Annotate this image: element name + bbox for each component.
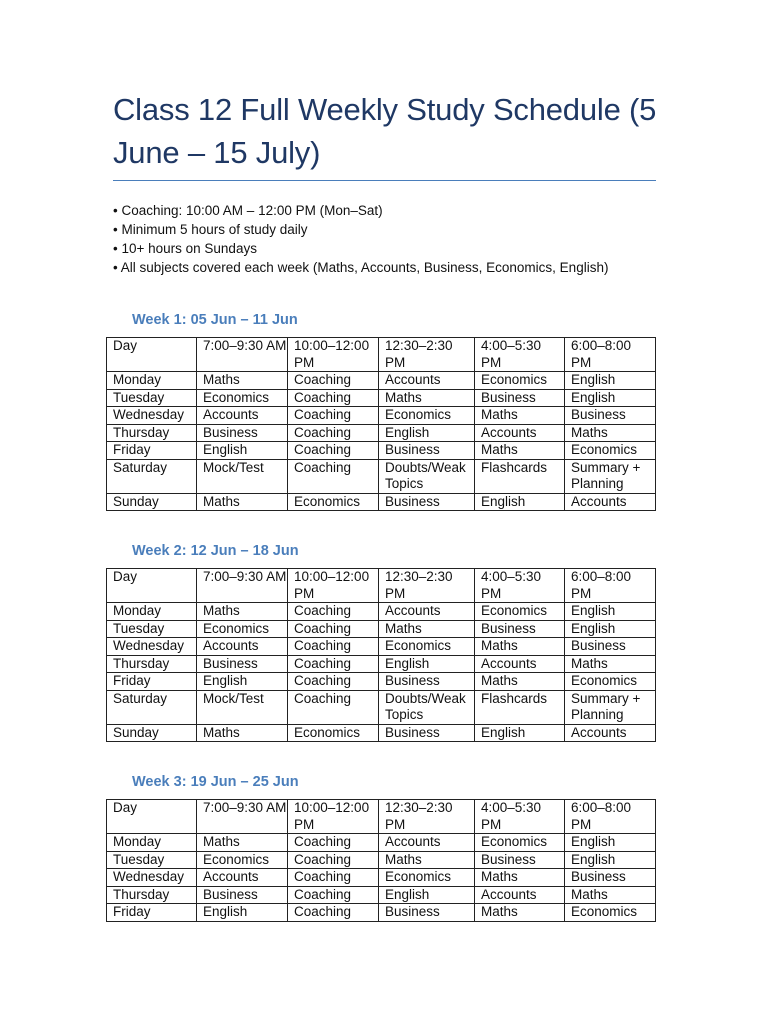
- table-cell: 4:00–5:30 PM: [475, 800, 565, 834]
- table-cell: Coaching: [288, 424, 379, 442]
- table-cell: Maths: [379, 620, 475, 638]
- table-cell: Business: [565, 869, 656, 887]
- table-cell: English: [565, 834, 656, 852]
- table-cell: Summary + Planning: [565, 690, 656, 724]
- table-cell: Maths: [379, 851, 475, 869]
- table-cell: Coaching: [288, 459, 379, 493]
- table-row: [107, 459, 656, 493]
- table-cell: Business: [379, 442, 475, 460]
- table-row: [107, 638, 656, 656]
- table-cell: Coaching: [288, 904, 379, 922]
- table-row: [107, 904, 656, 922]
- day-cell: Friday: [107, 442, 197, 460]
- table-cell: Economics: [197, 620, 288, 638]
- table-row: [107, 389, 656, 407]
- day-cell: Day: [107, 800, 197, 834]
- table-cell: Flashcards: [475, 690, 565, 724]
- table-cell: Maths: [197, 724, 288, 742]
- table-row: [107, 886, 656, 904]
- table-cell: Maths: [197, 834, 288, 852]
- table-cell: Business: [379, 904, 475, 922]
- table-cell: Coaching: [288, 603, 379, 621]
- table-cell: Flashcards: [475, 459, 565, 493]
- table-cell: English: [197, 442, 288, 460]
- table-cell: Business: [379, 493, 475, 511]
- note-item: • Minimum 5 hours of study daily: [113, 222, 308, 237]
- table-row: [107, 851, 656, 869]
- table-header-row: [107, 569, 656, 603]
- day-cell: Tuesday: [107, 389, 197, 407]
- schedule-table: [106, 337, 656, 511]
- table-cell: Business: [379, 673, 475, 691]
- table-cell: 10:00–12:00 PM: [288, 338, 379, 372]
- table-row: [107, 493, 656, 511]
- table-cell: English: [475, 493, 565, 511]
- table-cell: Coaching: [288, 690, 379, 724]
- table-cell: 10:00–12:00 PM: [288, 569, 379, 603]
- table-cell: Business: [565, 638, 656, 656]
- table-cell: Business: [197, 655, 288, 673]
- table-cell: Economics: [379, 869, 475, 887]
- table-cell: Coaching: [288, 620, 379, 638]
- table-cell: 4:00–5:30 PM: [475, 569, 565, 603]
- table-cell: 12:30–2:30 PM: [379, 338, 475, 372]
- table-cell: Accounts: [475, 886, 565, 904]
- day-cell: Wednesday: [107, 638, 197, 656]
- day-cell: Monday: [107, 603, 197, 621]
- table-row: [107, 673, 656, 691]
- table-cell: Accounts: [565, 493, 656, 511]
- day-cell: Sunday: [107, 493, 197, 511]
- table-cell: 6:00–8:00 PM: [565, 800, 656, 834]
- table-row: [107, 372, 656, 390]
- table-cell: 7:00–9:30 AM: [197, 338, 288, 372]
- table-cell: Maths: [197, 372, 288, 390]
- table-cell: 6:00–8:00 PM: [565, 338, 656, 372]
- schedule-table: [106, 568, 656, 742]
- table-cell: Economics: [565, 442, 656, 460]
- table-cell: Accounts: [379, 372, 475, 390]
- table-cell: English: [379, 424, 475, 442]
- table-cell: Accounts: [475, 424, 565, 442]
- table-cell: Accounts: [197, 407, 288, 425]
- table-cell: 6:00–8:00 PM: [565, 569, 656, 603]
- table-cell: Maths: [475, 904, 565, 922]
- table-cell: Economics: [288, 493, 379, 511]
- table-cell: Economics: [197, 851, 288, 869]
- table-cell: Maths: [475, 673, 565, 691]
- table-cell: Accounts: [379, 834, 475, 852]
- table-cell: 12:30–2:30 PM: [379, 569, 475, 603]
- table-cell: Maths: [475, 442, 565, 460]
- table-cell: 4:00–5:30 PM: [475, 338, 565, 372]
- table-cell: Maths: [197, 493, 288, 511]
- table-cell: Business: [475, 389, 565, 407]
- table-cell: Coaching: [288, 886, 379, 904]
- day-cell: Saturday: [107, 459, 197, 493]
- table-cell: Economics: [288, 724, 379, 742]
- table-cell: Economics: [475, 372, 565, 390]
- title-divider: [113, 180, 656, 181]
- table-cell: English: [379, 886, 475, 904]
- table-cell: Economics: [379, 638, 475, 656]
- note-item: • Coaching: 10:00 AM – 12:00 PM (Mon–Sat): [113, 203, 383, 218]
- note-item: • All subjects covered each week (Maths, Accounts, Business, Economics, English): [113, 260, 609, 275]
- table-row: [107, 690, 656, 724]
- table-cell: Coaching: [288, 869, 379, 887]
- table-cell: Coaching: [288, 673, 379, 691]
- table-cell: Business: [565, 407, 656, 425]
- table-row: [107, 655, 656, 673]
- day-cell: Friday: [107, 673, 197, 691]
- table-cell: Maths: [475, 407, 565, 425]
- table-cell: Accounts: [475, 655, 565, 673]
- table-cell: English: [565, 372, 656, 390]
- table-cell: Accounts: [197, 869, 288, 887]
- table-cell: Business: [379, 724, 475, 742]
- table-cell: Coaching: [288, 442, 379, 460]
- day-cell: Wednesday: [107, 869, 197, 887]
- table-cell: Mock/Test: [197, 690, 288, 724]
- table-cell: Business: [197, 886, 288, 904]
- table-cell: Economics: [565, 673, 656, 691]
- table-cell: Mock/Test: [197, 459, 288, 493]
- day-cell: Tuesday: [107, 620, 197, 638]
- table-cell: Business: [197, 424, 288, 442]
- table-cell: Summary + Planning: [565, 459, 656, 493]
- table-cell: Maths: [379, 389, 475, 407]
- table-row: [107, 442, 656, 460]
- table-header-row: [107, 338, 656, 372]
- table-row: [107, 620, 656, 638]
- week-heading: Week 1: 05 Jun – 11 Jun: [132, 312, 298, 328]
- table-cell: Doubts/Weak Topics: [379, 690, 475, 724]
- table-cell: English: [565, 389, 656, 407]
- day-cell: Thursday: [107, 886, 197, 904]
- table-cell: 7:00–9:30 AM: [197, 569, 288, 603]
- week-heading: Week 2: 12 Jun – 18 Jun: [132, 543, 299, 559]
- table-row: [107, 424, 656, 442]
- table-cell: English: [197, 904, 288, 922]
- day-cell: Day: [107, 338, 197, 372]
- table-cell: Maths: [565, 424, 656, 442]
- day-cell: Wednesday: [107, 407, 197, 425]
- table-cell: Accounts: [565, 724, 656, 742]
- table-row: [107, 603, 656, 621]
- table-cell: Accounts: [379, 603, 475, 621]
- table-cell: Coaching: [288, 389, 379, 407]
- table-cell: Doubts/Weak Topics: [379, 459, 475, 493]
- table-cell: Maths: [565, 886, 656, 904]
- day-cell: Monday: [107, 834, 197, 852]
- table-cell: 12:30–2:30 PM: [379, 800, 475, 834]
- table-header-row: [107, 800, 656, 834]
- table-cell: Coaching: [288, 372, 379, 390]
- table-cell: English: [565, 603, 656, 621]
- table-row: [107, 407, 656, 425]
- day-cell: Sunday: [107, 724, 197, 742]
- schedule-table: [106, 799, 656, 922]
- table-cell: Business: [475, 851, 565, 869]
- table-cell: English: [379, 655, 475, 673]
- table-cell: Maths: [475, 638, 565, 656]
- table-cell: Maths: [197, 603, 288, 621]
- table-cell: English: [565, 620, 656, 638]
- table-cell: Maths: [475, 869, 565, 887]
- table-cell: Economics: [565, 904, 656, 922]
- week-heading: Week 3: 19 Jun – 25 Jun: [132, 774, 299, 790]
- table-cell: Accounts: [197, 638, 288, 656]
- table-row: [107, 834, 656, 852]
- day-cell: Friday: [107, 904, 197, 922]
- table-cell: Economics: [379, 407, 475, 425]
- table-cell: Economics: [475, 834, 565, 852]
- page-title: Class 12 Full Weekly Study Schedule (5 June – 15 July): [113, 92, 657, 170]
- note-item: • 10+ hours on Sundays: [113, 241, 257, 256]
- day-cell: Day: [107, 569, 197, 603]
- table-cell: Coaching: [288, 655, 379, 673]
- table-cell: Business: [475, 620, 565, 638]
- table-cell: Economics: [197, 389, 288, 407]
- table-row: [107, 869, 656, 887]
- day-cell: Saturday: [107, 690, 197, 724]
- table-cell: English: [475, 724, 565, 742]
- table-cell: 10:00–12:00 PM: [288, 800, 379, 834]
- table-cell: Coaching: [288, 834, 379, 852]
- notes-list: [113, 201, 608, 277]
- day-cell: Thursday: [107, 424, 197, 442]
- table-cell: Maths: [565, 655, 656, 673]
- table-row: [107, 724, 656, 742]
- table-cell: Coaching: [288, 638, 379, 656]
- table-cell: Coaching: [288, 851, 379, 869]
- table-cell: Coaching: [288, 407, 379, 425]
- day-cell: Tuesday: [107, 851, 197, 869]
- table-cell: English: [197, 673, 288, 691]
- day-cell: Monday: [107, 372, 197, 390]
- table-cell: Economics: [475, 603, 565, 621]
- day-cell: Thursday: [107, 655, 197, 673]
- table-cell: English: [565, 851, 656, 869]
- table-cell: 7:00–9:30 AM: [197, 800, 288, 834]
